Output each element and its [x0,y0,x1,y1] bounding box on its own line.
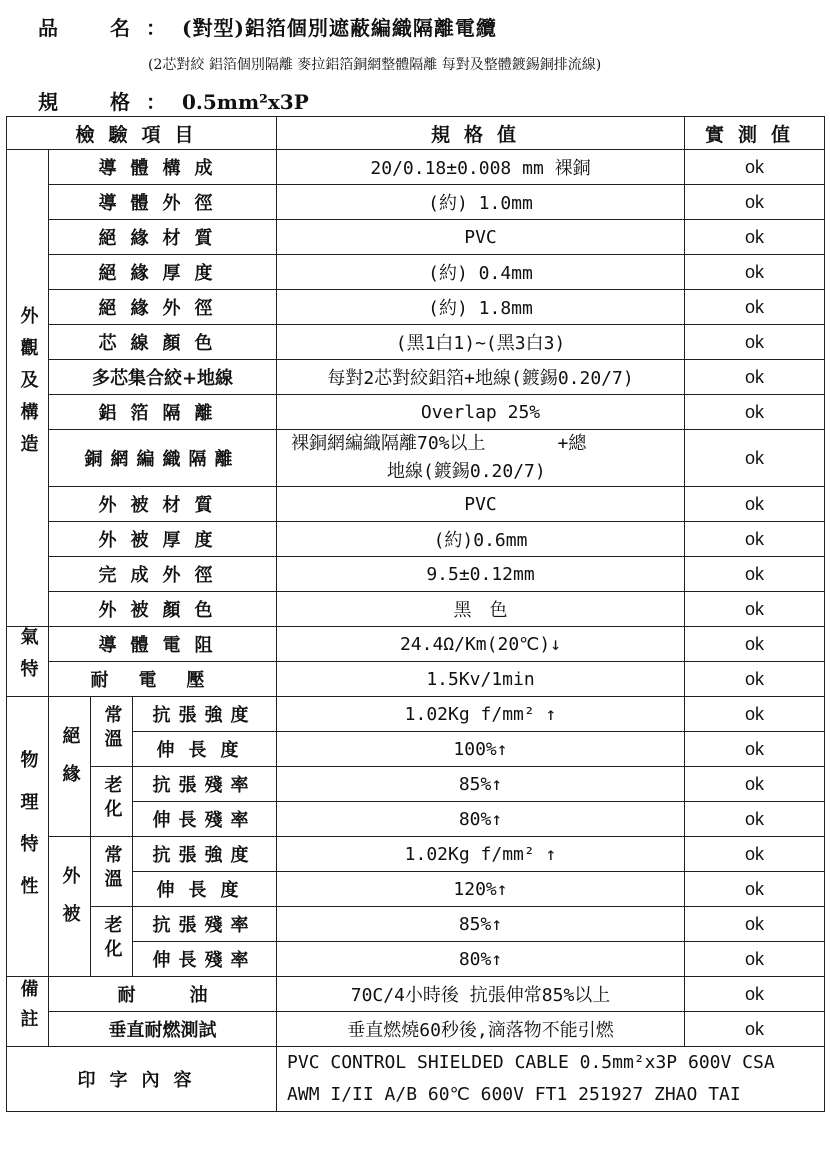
table-row [7,255,825,290]
item-label: 絕緣材質 [49,220,277,255]
table-row [7,907,825,942]
item-label: 導體電阻 [49,627,277,662]
table-row [7,767,825,802]
item-label: 芯線顏色 [49,325,277,360]
spec-line-2: 地線(鍍錫0.20/7) [387,461,546,482]
measured-cell: ok [685,255,825,290]
table-row [7,662,825,697]
spec-cell: 1.02Kg f/mm² ↑ [277,837,685,872]
item-label: 伸長度 [133,872,277,907]
measured-cell: ok [685,557,825,592]
table-row [7,290,825,325]
spec-cell: (約)0.6mm [277,522,685,557]
table-row [7,837,825,872]
item-label: 抗張強度 [133,837,277,872]
measured-cell: ok [685,395,825,430]
spec-cell: 20/0.18±0.008 mm 裸銅 [277,150,685,185]
item-label: 抗張殘率 [133,907,277,942]
spec-cell: (黑1白1)~(黑3白3) [277,325,685,360]
measured-cell: ok [685,522,825,557]
table-row [7,325,825,360]
table-row [7,592,825,627]
product-name-label: 品 名： [38,16,182,40]
item-label: 導體構成 [49,150,277,185]
spec-cell: 120%↑ [277,872,685,907]
table-row [7,395,825,430]
table-row [7,220,825,255]
spec-cell: 1.5Kv/1min [277,662,685,697]
spec-cell: 70C/4小時後 抗張伸常85%以上 [277,977,685,1012]
measured-cell: ok [685,907,825,942]
table-row [7,150,825,185]
spec-cell: 80%↑ [277,802,685,837]
item-label: 抗張殘率 [133,767,277,802]
print-line-1: PVC CONTROL SHIELDED CABLE 0.5mm²x3P 600V CSA [287,1052,775,1073]
measured-cell: ok [685,360,825,395]
item-label: 外被顏色 [49,592,277,627]
item-label: 鋁箔隔離 [49,395,277,430]
item-label: 外被厚度 [49,522,277,557]
spec-cell: 80%↑ [277,942,685,977]
measured-cell: ok [685,290,825,325]
item-label: 耐 油 [49,977,277,1012]
print-line-2: AWM I/II A/B 60℃ 600V FT1 251927 ZHAO TAI [287,1084,741,1105]
spec-cell: 24.4Ω/Km(20℃)↓ [277,627,685,662]
item-label: 導體外徑 [49,185,277,220]
measured-cell: ok [685,220,825,255]
product-name-line [38,12,497,41]
spec-label: 規 格： [38,90,182,114]
item-label: 伸長殘率 [133,802,277,837]
inspection-table [6,116,825,1112]
measured-cell: ok [685,430,825,487]
table-row [7,1012,825,1047]
table-header-row [7,117,825,150]
measured-cell: ok [685,662,825,697]
table-row [7,360,825,395]
measured-cell: ok [685,697,825,732]
group-insulation: 絕緣 [49,697,91,837]
measured-cell: ok [685,150,825,185]
spec-value: 0.5mm²x3P [182,90,309,114]
measured-cell: ok [685,802,825,837]
spec-cell: (約) 1.8mm [277,290,685,325]
item-label: 銅網編織隔離 [49,430,277,487]
spec-cell: (約) 0.4mm [277,255,685,290]
spec-cell: 100%↑ [277,732,685,767]
item-label: 抗張強度 [133,697,277,732]
spec-cell [277,430,685,487]
spec-cell: 85%↑ [277,907,685,942]
print-content-row [7,1047,825,1112]
spec-cell: (約) 1.0mm [277,185,685,220]
col-header-item: 檢驗項目 [7,117,277,150]
spec-cell: Overlap 25% [277,395,685,430]
measured-cell: ok [685,487,825,522]
table-row [7,627,825,662]
item-label: 伸長殘率 [133,942,277,977]
measured-cell: ok [685,942,825,977]
group-physical: 物理特性 [7,697,49,977]
print-content-text [277,1047,825,1112]
spec-cell: 垂直燃燒60秒後,滴落物不能引燃 [277,1012,685,1047]
spec-cell: PVC [277,487,685,522]
group-remarks: 備註 [7,977,49,1047]
col-header-spec: 規格值 [277,117,685,150]
item-label: 外被材質 [49,487,277,522]
item-label: 伸長度 [133,732,277,767]
item-label: 完成外徑 [49,557,277,592]
measured-cell: ok [685,767,825,802]
spec-cell: 85%↑ [277,767,685,802]
item-label: 絕緣外徑 [49,290,277,325]
item-label: 耐電壓 [49,662,277,697]
measured-cell: ok [685,325,825,360]
table-row [7,185,825,220]
table-row [7,697,825,732]
table-row [7,977,825,1012]
group-aged: 老化 [91,907,133,977]
table-row [7,430,825,487]
measured-cell: ok [685,592,825,627]
measured-cell: ok [685,1012,825,1047]
group-normal-temp: 常溫 [91,837,133,907]
product-name-value: (對型)鋁箔個別遮蔽編織隔離電纜 [182,16,497,40]
spec-cell: PVC [277,220,685,255]
measured-cell: ok [685,627,825,662]
spec-cell: 黑 色 [277,592,685,627]
spec-line [38,86,309,115]
measured-cell: ok [685,837,825,872]
table-row [7,557,825,592]
measured-cell: ok [685,872,825,907]
spec-line-1: 裸銅網編織隔離70%以上 +總 [291,433,587,454]
item-label: 多芯集合絞+地線 [49,360,277,395]
measured-cell: ok [685,185,825,220]
table-row [7,522,825,557]
col-header-measured: 實測值 [685,117,825,150]
spec-cell: 每對2芯對絞鋁箔+地線(鍍錫0.20/7) [277,360,685,395]
group-normal-temp: 常溫 [91,697,133,767]
spec-cell: 1.02Kg f/mm² ↑ [277,697,685,732]
item-label: 絕緣厚度 [49,255,277,290]
spec-cell: 9.5±0.12mm [277,557,685,592]
item-label: 垂直耐燃測試 [49,1012,277,1047]
print-content-label: 印字內容 [7,1047,277,1112]
measured-cell: ok [685,732,825,767]
group-electrical: 氣特 [7,627,49,697]
group-appearance: 外觀及構造 [7,150,49,627]
measured-cell: ok [685,977,825,1012]
product-subtitle: (2芯對絞 鋁箔個別隔離 麥拉鋁箔銅網整體隔離 每對及整體鍍錫銅排流線) [148,57,602,73]
group-jacket: 外被 [49,837,91,977]
group-aged: 老化 [91,767,133,837]
table-row [7,487,825,522]
